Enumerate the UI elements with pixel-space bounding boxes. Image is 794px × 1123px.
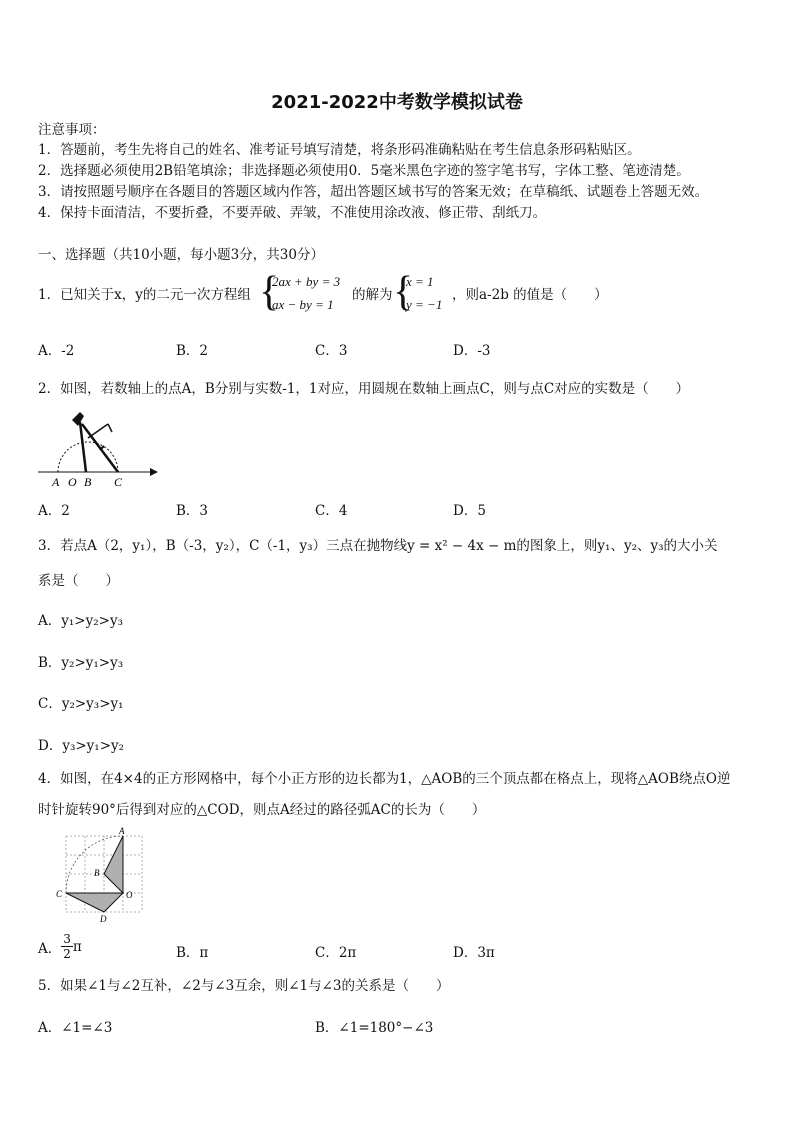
point-label-b: B [94,868,100,878]
q1-equation-1: 2ax + by = 3 [272,274,341,289]
point-label-d: D [100,914,107,924]
notice-heading: 注意事项： [38,122,106,138]
q3-text-line-1: 3．若点A（2，y₁），B（-3，y₂），C（-1，y₃）三点在抛物线y = x² − 4x − m的图象上，则y₁、y₂、y₃的大小关 [38,538,718,554]
fraction-numerator: 3 [63,932,71,946]
notice-item: 4．保持卡面清洁，不要折叠，不要弄破、弄皱，不准使用涂改液、修正带、刮纸刀。 [38,205,547,221]
point-label-a: A [119,826,125,836]
q4-option-a-suffix: π [72,938,82,955]
compass-pencil-leg [82,424,118,472]
q4-option-c: C．2π [315,945,357,961]
q2-option-c: C．4 [315,503,348,519]
q1-equation-2: ax − by = 1 [272,297,334,312]
q3-option-d: D．y₃>y₁>y₂ [38,738,125,754]
point-label-o: O [126,890,133,900]
q4-text-line-2: 时针旋转90°后得到对应的△COD，则点A经过的路径弧AC的长为（ ） [38,802,486,818]
q4-text-line-1: 4．如图，在4×4的正方形网格中，每个小正方形的边长都为1，△AOB的三个顶点都在格点上，现将△AOB绕点O逆 [38,771,731,787]
point-label-o: O [68,475,77,489]
triangle-aob [104,836,123,893]
q1-solution-brace: { [393,269,414,315]
compass-hinge [88,424,108,438]
q2-option-d: D．5 [453,503,486,519]
q4-option-d: D．3π [453,945,495,961]
q4-option-a [38,932,82,961]
q5-text: 5．如果∠1与∠2互补，∠2与∠3互余，则∠1与∠3的关系是（ ） [38,978,450,994]
point-label-a: A [52,475,60,489]
q1-solution-x: x = 1 [406,274,434,289]
page-title: 2021-2022中考数学模拟试卷 [271,92,523,113]
q2-text: 2．如图，若数轴上的点A，B分别与实数-1，1对应，用圆规在数轴上画点C，则与点C对应的实数是（ ） [38,381,690,397]
point-label-b: B [84,475,92,489]
q1-option-c: C．3 [315,343,348,359]
q1-option-d: D．-3 [453,343,491,359]
q4-grid-figure [52,826,152,924]
q3-text-line-2: 系是（ ） [38,573,119,589]
section-heading: 一、选择题（共10小题，每小题3分，共30分） [38,247,324,263]
q2-compass-figure [34,408,159,490]
notice-item: 3．请按照题号顺序在各题目的答题区域内作答，超出答题区域书写的答案无效；在草稿纸、试题卷上答题无效。 [38,184,709,200]
point-label-c: C [56,889,63,899]
q1-option-a: A．-2 [38,343,75,359]
q3-option-a: A．y₁>y₂>y₃ [38,613,123,629]
q1-mid-text: 的解为 [352,287,393,303]
q5-option-a: A．∠1=∠3 [38,1020,113,1036]
notice-item: 2．选择题必须使用2B铅笔填涂；非选择题必须使用0．5毫米黑色字迹的签字笔书写，字体工整、笔迹清楚。 [38,163,690,179]
q1-suffix: ，则a-2b 的值是（ ） [452,287,608,303]
q1-prefix: 1．已知关于x，y的二元一次方程组 [38,287,251,303]
compass-arc [58,442,118,472]
q1-option-b: B．2 [176,343,209,359]
q4-option-b: B．π [176,945,209,961]
q2-option-a: A．2 [38,503,70,519]
q1-solution-y: y = −1 [406,297,443,312]
q2-option-b: B．3 [176,503,209,519]
notice-item: 1．答题前，考生先将自己的姓名、准考证号填写清楚，将条形码准确粘贴在考生信息条形码粘贴区。 [38,142,641,158]
q3-option-b: B．y₂>y₁>y₃ [38,655,124,671]
q3-option-c: C．y₂>y₃>y₁ [38,696,124,712]
triangle-cod [66,893,123,912]
q4-option-a-prefix: A． [38,940,62,957]
q1-system-brace: { [259,269,280,315]
fraction-denominator: 2 [63,947,71,961]
q5-option-b: B．∠1=180°−∠3 [315,1020,434,1036]
number-line-arrow [150,468,158,476]
q4-option-a-fraction [61,932,73,961]
point-label-c: C [114,475,123,489]
